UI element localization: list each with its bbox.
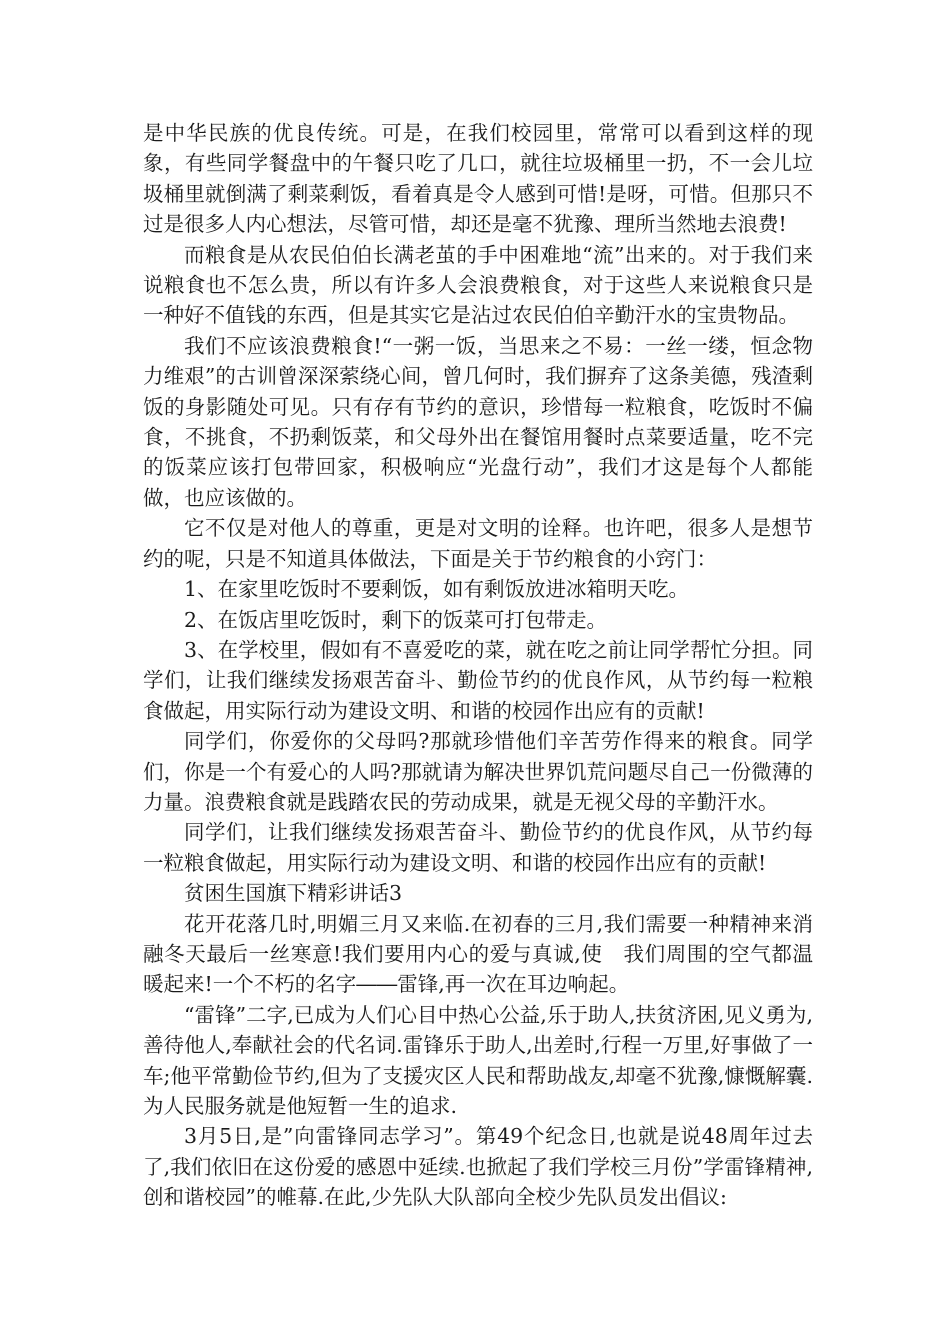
paragraph: 同学们，让我们继续发扬艰苦奋斗、勤俭节约的优良作风，从节约每一粒粮食做起，用实际行动为建设文明、和谐的校园作出应有的贡献! <box>143 820 813 875</box>
paragraph: 它不仅是对他人的尊重，更是对文明的诠释。也许吧，很多人是想节约的呢，只是不知道具体做法，下面是关于节约粮食的小窍门： <box>143 516 813 571</box>
paragraph: 我们不应该浪费粮食!“一粥一饭，当思来之不易：一丝一缕，恒念物力维艰”的古训曾深深萦绕心间，曾几何时，我们摒弃了这条美德，残渣剩饭的身影随处可见。只有存有节约的意识，珍惜每一粒粮食，吃饭时不偏食，不挑食，不扔剩饭菜，和父母外出在餐馆用餐时点菜要适量，吃不完的饭菜应该打包带回家，积极响应“光盘行动”，我们才这是每个人都能做，也应该做的。 <box>143 333 813 510</box>
list-item: 2、在饭店里吃饭时，剩下的饭菜可打包带走。 <box>184 607 608 632</box>
section-heading: 贫困生国旗下精彩讲话3 <box>184 881 403 906</box>
paragraph: 同学们，你爱你的父母吗?那就珍惜他们辛苦劳作得来的粮食。同学们，你是一个有爱心的人吗?那就请为解决世界饥荒问题尽自己一份微薄的力量。浪费粮食就是践踏农民的劳动成果，就是无视父母的辛勤汗水。 <box>143 729 813 814</box>
list-item: 3、在学校里，假如有不喜爱吃的菜，就在吃之前让同学帮忙分担。同学们，让我们继续发扬艰苦奋斗、勤俭节约的优良作风，从节约每一粒粮食做起，用实际行动为建设文明、和谐的校园作出应有的贡献! <box>143 637 813 723</box>
list-item: 1、在家里吃饭时不要剩饭，如有剩饭放进冰箱明天吃。 <box>184 577 690 602</box>
paragraph: 3月5日,是”向雷锋同志学习”。第49个纪念日,也就是说48周年过去了,我们依旧在这份爱的感恩中延续.也掀起了我们学校三月份”学雷锋精神,创和谐校园”的帷幕.在此,少先队大队部向全校少先队员发出倡议: <box>143 1124 813 1210</box>
paragraph: 而粮食是从农民伯伯长满老茧的手中困难地“流”出来的。对于我们来说粮食也不怎么贵，所以有许多人会浪费粮食，对于这些人来说粮食只是一种好不值钱的东西，但是其实它是沾过农民伯伯辛勤汗水的宝贵物品。 <box>143 242 813 328</box>
paragraph: “雷锋”二字,已成为人们心目中热心公益,乐于助人,扶贫济困,见义勇为,善待他人,奉献社会的代名词.雷锋乐于助人,出差时,行程一万里,好事做了一车;他平常勤俭节约,但为了支援灾区人民和帮助战友,却毫不犹豫,慷慨解囊.为人民服务就是他短暂一生的追求. <box>143 1002 813 1118</box>
paragraph-continued: 是中华民族的优良传统。可是，在我们校园里，常常可以看到这样的现象，有些同学餐盘中的午餐只吃了几口，就往垃圾桶里一扔，不一会儿垃圾桶里就倒满了剩菜剩饭，看着真是令人感到可惜!是呀，可惜。但那只不过是很多人内心想法，尽管可惜，却还是毫不犹豫、理所当然地去浪费! <box>143 121 813 237</box>
document-page <box>143 118 813 1213</box>
paragraph: 花开花落几时,明媚三月又来临.在初春的三月,我们需要一种精神来消融冬天最后一丝寒意!我们要用内心的爱与真诚,使 我们周围的空气都温暖起来!一个不朽的名字――雷锋,再一次在耳边响起。 <box>143 911 813 997</box>
